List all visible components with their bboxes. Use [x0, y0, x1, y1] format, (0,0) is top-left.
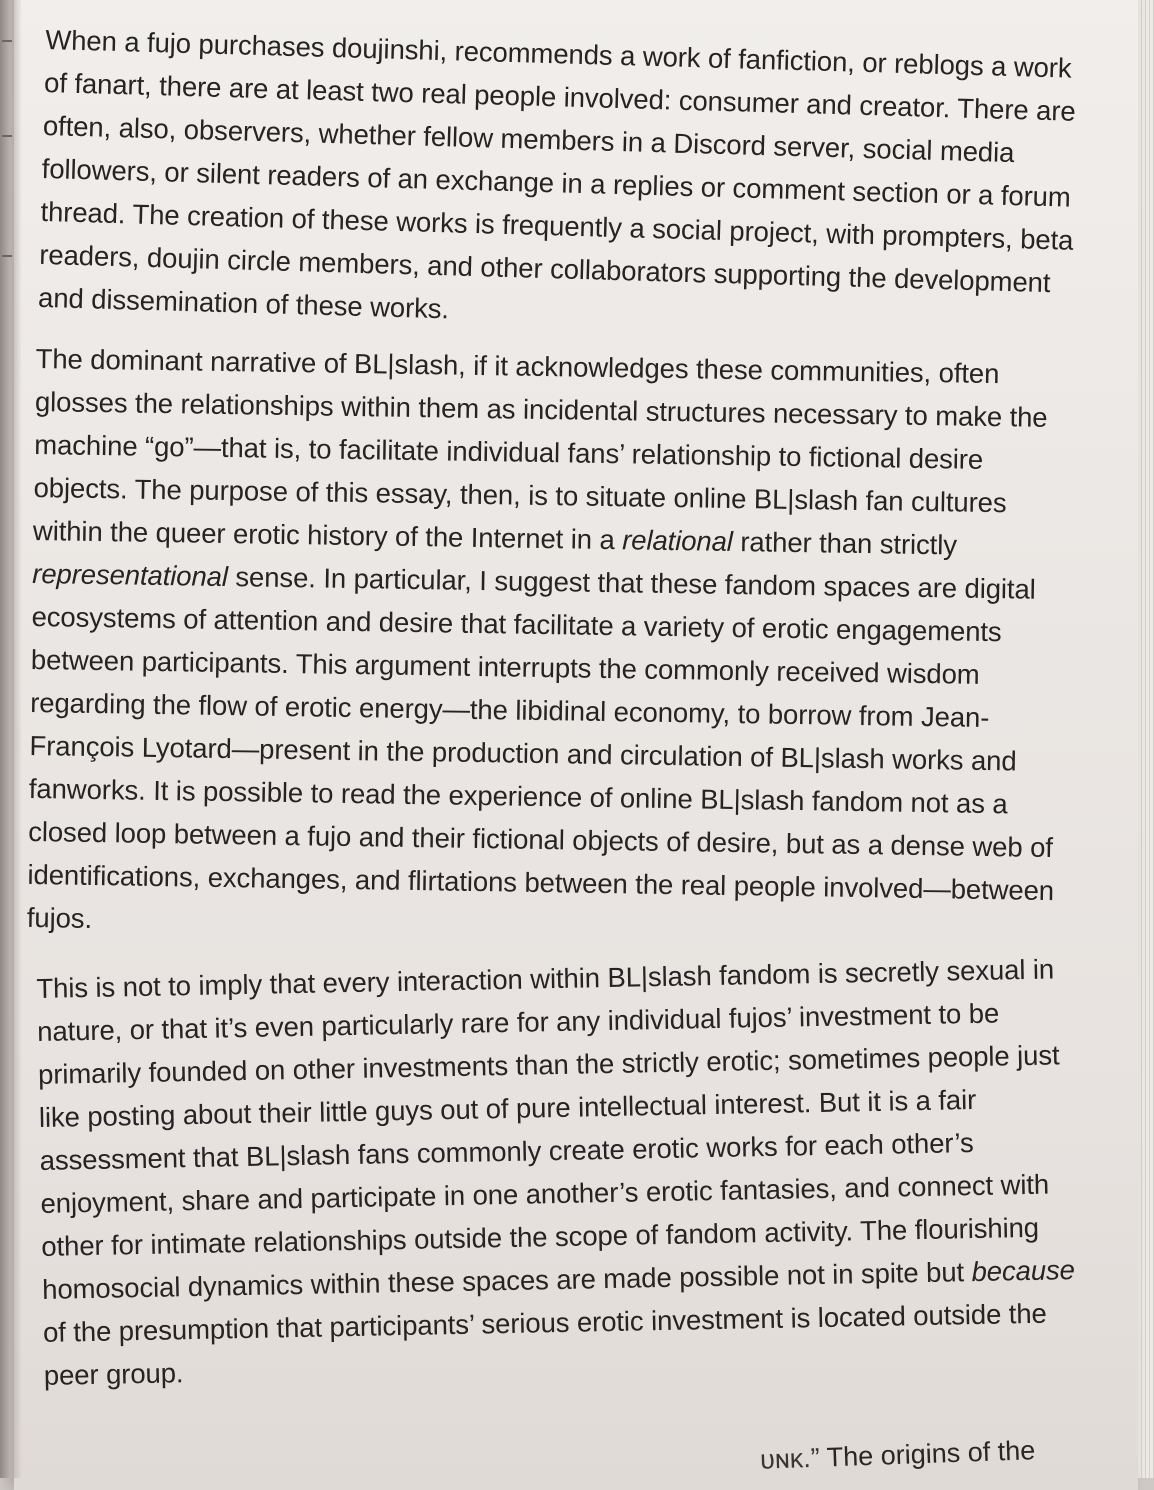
paragraph-2-segment: rather than strictly — [732, 525, 958, 561]
cut-off-text: ᴜɴᴋ.” — [759, 1442, 821, 1475]
gutter-mark — [2, 255, 12, 257]
facing-page-gutter — [0, 0, 22, 1478]
paragraph-3 — [36, 947, 1094, 1397]
italic-relational: relational — [621, 524, 734, 557]
fragment-text: The origins of the — [819, 1435, 1036, 1473]
paragraph-3-segment: This is not to imply that every interaction within BL|slash fandom is secretly sexual in nature, or that it’s even particularly rare for any individual fujos’ investment to be primarily founded on other investments than the strictly erotic; sometimes people just like posting about their little guys out of pure intellectual interest. But it is a fair assessment that BL|slash fans commonly create erotic works for each other’s enjoyment, share and participate in one another’s erotic fantasies, and connect with other for intimate relationships outside the scope of fandom activity. The flourishing homosocial dynamics within these spaces are made possible not in spite but — [36, 953, 1060, 1305]
paragraph-1-text: When a fujo purchases doujinshi, recommends a work of fanfiction, or reblogs a work of fanart, there are at least two real people involved: consumer and creator. There are often, also, observers, whether fellow members in a Discord server, social media followers, or silent readers of an exchange in a replies or comment section or a forum thread. The creation of these works is frequently a social project, with prompters, beta readers, doujin circle members, and other collaborators supporting the development and dissemination of these works. — [37, 23, 1077, 325]
italic-representational: representational — [32, 557, 229, 593]
gutter-mark — [2, 40, 12, 42]
page-text — [26, 18, 1086, 1397]
paragraph-2 — [27, 337, 1086, 955]
paragraph-3-segment: of the presumption that participants’ serious erotic investment is located outside the peer group. — [42, 1297, 1047, 1391]
paragraph-2-segment: The dominant narrative of BL|slash, if it acknowledges these communities, often glosses the relationships within them as incidental structures necessary to make the machine “go”—that is, to facilitate individual fans’ relationship to fictional desire objects. The purpose of this essay, then, is to situate online BL|slash fan cultures within the queer erotic history of the Internet in a — [32, 342, 1048, 556]
paragraph-2-segment: sense. In particular, I suggest that these fandom spaces are digital ecosystems of attention and desire that facilitate a variety of erotic engagements between participants. This argument interrupts the commonly received wisdom regarding the flow of erotic energy—the libidinal economy, to borrow from Jean-François Lyotard—present in the production and circulation of BL|slash works and fanworks. It is possible to read the experience of online BL|slash fandom not as a closed loop between a fujo and their fictional objects of desire, but as a dense web of identifications, exchanges, and flirtations between the real people involved—between fujos. — [26, 561, 1055, 934]
gutter-mark — [2, 135, 12, 137]
paragraph-1 — [38, 18, 1086, 348]
italic-because: because — [971, 1254, 1076, 1288]
